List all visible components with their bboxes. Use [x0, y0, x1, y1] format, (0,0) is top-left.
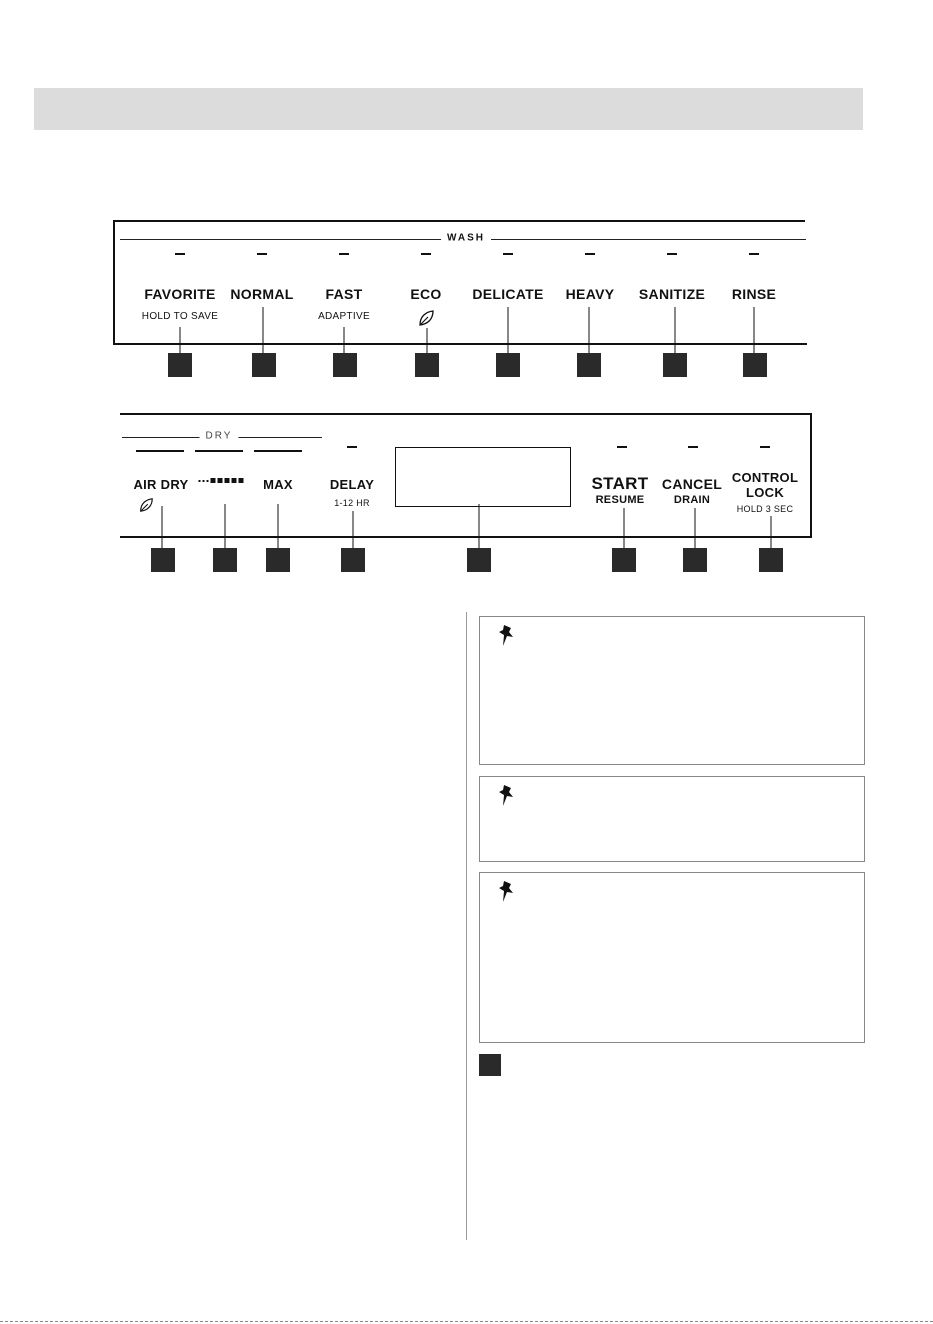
callout-leader [675, 307, 676, 353]
favorite-indicator [175, 253, 185, 255]
wash-panel-left-border [113, 220, 115, 344]
callout-marker [683, 548, 707, 572]
heavy-indicator [585, 253, 595, 255]
callout-marker [759, 548, 783, 572]
callout-leader [225, 504, 226, 548]
delicate-button[interactable]: DELICATE [472, 286, 544, 302]
callout-leader [754, 307, 755, 353]
delay-sub-label: 1-12 HR [334, 498, 370, 508]
control-lock-button[interactable] [732, 470, 798, 500]
leaf-icon [417, 309, 435, 327]
start-button[interactable]: START [591, 474, 649, 493]
normal-indicator [257, 253, 267, 255]
dry-indicator [254, 450, 302, 452]
start-sub-label: RESUME [595, 494, 645, 506]
cancel-indicator [688, 446, 698, 448]
control-lock-sub-label: HOLD 3 SEC [736, 504, 794, 514]
page-edge-line [0, 1321, 933, 1322]
dry-indicator [136, 450, 184, 452]
note-box [479, 872, 865, 1043]
callout-marker [577, 353, 601, 377]
callout-leader [180, 327, 181, 353]
note-box [479, 616, 865, 765]
callout-leader [695, 508, 696, 548]
dry-group-title: DRY [200, 431, 239, 442]
callout-leader [589, 307, 590, 353]
callout-marker [252, 353, 276, 377]
eco-button[interactable]: ECO [410, 286, 442, 302]
start-indicator [617, 446, 627, 448]
cancel-sub-label: DRAIN [673, 494, 711, 506]
section-marker [479, 1054, 501, 1076]
callout-marker [415, 353, 439, 377]
control-lock-line2: LOCK [745, 485, 785, 500]
callout-marker [496, 353, 520, 377]
eco-indicator [421, 253, 431, 255]
callout-marker [612, 548, 636, 572]
delay-button[interactable]: DELAY [329, 477, 375, 492]
sanitize-indicator [667, 253, 677, 255]
fast-button[interactable]: FAST [325, 286, 363, 302]
air-dry-button[interactable]: AIR DRY [133, 477, 189, 492]
normal-button[interactable]: NORMAL [230, 286, 294, 302]
control-lock-indicator [760, 446, 770, 448]
cancel-button[interactable]: CANCEL [661, 476, 723, 492]
callout-marker [467, 548, 491, 572]
callout-leader [344, 327, 345, 353]
favorite-button[interactable]: FAVORITE [144, 286, 216, 302]
callout-leader [771, 516, 772, 548]
wash-panel-bottom-border [113, 343, 807, 345]
dry-indicator [195, 450, 243, 452]
pushpin-icon [498, 623, 516, 649]
callout-marker [333, 353, 357, 377]
max-button[interactable]: MAX [263, 477, 293, 492]
heavy-button[interactable]: HEAVY [565, 286, 615, 302]
wash-group-title: WASH [441, 233, 491, 244]
callout-leader [162, 506, 163, 548]
pushpin-icon [498, 879, 516, 905]
callout-leader [427, 328, 428, 353]
delay-indicator [347, 446, 357, 448]
callout-leader [353, 511, 354, 548]
control-lock-line1: CONTROL [731, 470, 799, 485]
wash-panel-top-border [113, 220, 805, 222]
sanitize-button[interactable]: SANITIZE [638, 286, 706, 302]
delicate-indicator [503, 253, 513, 255]
display-screen [395, 447, 571, 507]
callout-marker [743, 353, 767, 377]
callout-marker [663, 353, 687, 377]
callout-leader [624, 508, 625, 548]
fast-indicator [339, 253, 349, 255]
column-divider [466, 612, 467, 1240]
dry-panel-top-border [120, 413, 812, 415]
callout-leader [278, 504, 279, 548]
callout-leader [479, 504, 480, 548]
rinse-button[interactable]: RINSE [731, 286, 777, 302]
pushpin-icon [498, 783, 516, 809]
callout-marker [266, 548, 290, 572]
note-box [479, 776, 865, 862]
header-bar [34, 88, 863, 130]
callout-marker [341, 548, 365, 572]
fast-sub-label: ADAPTIVE [318, 311, 370, 322]
callout-marker [213, 548, 237, 572]
dry-panel-right-border [810, 413, 812, 537]
rinse-indicator [749, 253, 759, 255]
dry-level-dots-icon[interactable] [199, 478, 246, 483]
callout-marker [151, 548, 175, 572]
callout-leader [508, 307, 509, 353]
favorite-sub-label: HOLD TO SAVE [141, 311, 219, 322]
callout-leader [263, 307, 264, 353]
leaf-icon [138, 497, 154, 513]
callout-marker [168, 353, 192, 377]
